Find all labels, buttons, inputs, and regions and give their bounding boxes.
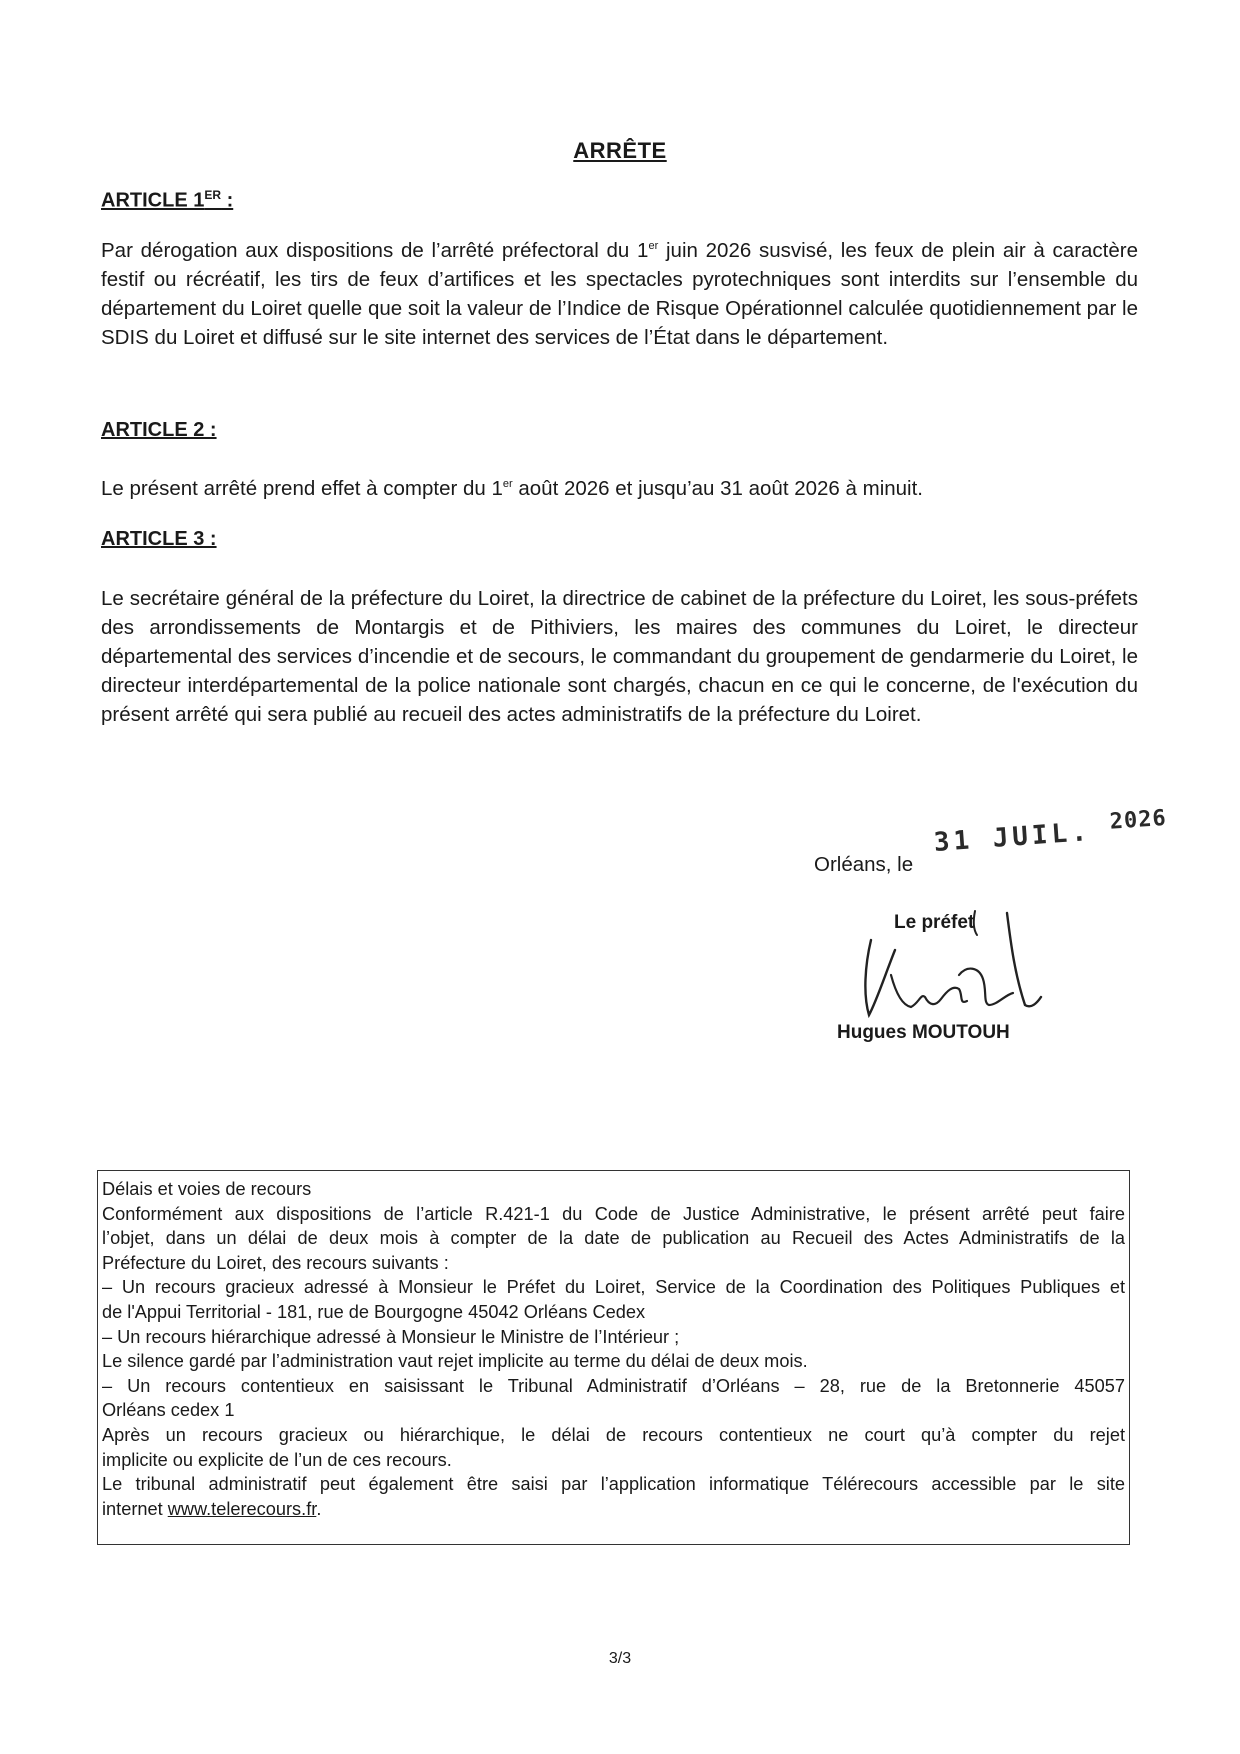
article-1-text (101, 236, 1138, 352)
date-stamp-year: 2026 (1108, 805, 1168, 835)
article-1-heading-sup: ER (204, 188, 222, 202)
article-1-text-sup: er (648, 240, 659, 253)
page-number: 3/3 (608, 1650, 632, 1667)
article-1-heading-text: ARTICLE 1 (101, 189, 205, 212)
signer-role: Le préfet (894, 912, 975, 933)
appeal-notice-line: de l'Appui Territorial - 181, rue de Bourgogne 45042 Orléans Cedex (102, 1301, 646, 1322)
article-1-text-part-1: Par dérogation aux dispositions de l’arrêté préfectoral du 1 (101, 239, 649, 262)
document-title: ARRÊTE (573, 138, 667, 163)
telerecours-link[interactable]: www.telerecours.fr (167, 1498, 317, 1519)
article-3-heading: ARTICLE 3 : (101, 528, 217, 550)
signer-name: Hugues MOUTOUH (837, 1022, 1010, 1043)
appeal-notice-line: Orléans cedex 1 (102, 1400, 235, 1421)
appeal-notice-line: Après un recours gracieux ou hiérarchique, le délai de recours contentieux ne court qu’à compter du rejet (102, 1424, 1125, 1445)
article-2-heading: ARTICLE 2 : (101, 419, 217, 441)
appeal-notice-last-line (102, 1497, 1125, 1522)
appeal-notice-line: – Un recours contentieux en saisissant le Tribunal Administratif d’Orléans – 28, rue de la Bretonnerie 45057 (102, 1375, 1125, 1396)
appeal-notice-line: – Un recours hiérarchique adressé à Monsieur le Ministre de l’Intérieur ; (102, 1326, 680, 1347)
appeal-notice-line: Le silence gardé par l’administration vaut rejet implicite au terme du délai de deux mois. (102, 1351, 808, 1372)
appeal-notice-line: – Un recours gracieux adressé à Monsieur le Préfet du Loiret, Service de la Coordination des Politiques Publiques et (102, 1277, 1125, 1298)
appeal-notice-line: Délais et voies de recours (102, 1179, 312, 1199)
appeal-notice-link-suffix: . (316, 1498, 322, 1519)
signature-place: Orléans, le (814, 853, 914, 876)
appeal-notice-line: Le tribunal administratif peut également être saisi par l’application informatique Télérecours accessible par le site (102, 1474, 1125, 1495)
article-2-text-part-1: Le présent arrêté prend effet à compter du 1 (101, 477, 503, 500)
article-2-text (101, 474, 1138, 503)
article-2-text-sup: er (502, 478, 513, 491)
appeal-notice-line: Conformément aux dispositions de l’article R.421-1 du Code de Justice Administrative, le présent arrêté peut faire (102, 1203, 1125, 1224)
appeal-notice-line: implicite ou explicite de l’un de ces recours. (102, 1449, 452, 1470)
article-1-heading (101, 188, 233, 213)
date-stamp (932, 805, 1168, 858)
article-1-heading-colon: : (221, 189, 234, 212)
appeal-notice-link-prefix: internet (102, 1498, 168, 1519)
article-1-text-part-2: juin 2026 susvisé, les feux de plein air à caractère festif ou récréatif, les tirs de feux d’artifices et les spectacles pyrotechniques sont interdits sur l’ensemble du département du Loiret quelle que soit la valeur de l’Indice de Risque Opérationnel calculée quotidiennement par le SDIS du Loiret et diffusé sur le site internet des services de l’État dans le département. (101, 239, 1138, 349)
article-2-text-part-2: août 2026 et jusqu’au 31 août 2026 à minuit. (512, 477, 923, 500)
handwritten-signature (855, 905, 1045, 1025)
date-stamp-day-month: 31 JUIL. (932, 817, 1092, 858)
article-3-text: Le secrétaire général de la préfecture du Loiret, la directrice de cabinet de la préfecture du Loiret, les sous-préfets des arrondissements de Montargis et de Pithiviers, les maires des communes du Loiret, le directeur départemental des services d’incendie et de secours, le commandant du groupement de gendarmerie du Loiret, le directeur interdépartemental de la police nationale sont chargés, chacun en ce qui le concerne, de l'exécution du présent arrêté qui sera publié au recueil des actes administratifs de la préfecture du Loiret. (101, 587, 1138, 726)
appeal-notice-box (97, 1170, 1130, 1545)
appeal-notice-line: l’objet, dans un délai de deux mois à compter de la date de publication au Recueil des Actes Administratifs de la (102, 1228, 1125, 1249)
appeal-notice-line: Préfecture du Loiret, des recours suivants : (102, 1252, 449, 1273)
